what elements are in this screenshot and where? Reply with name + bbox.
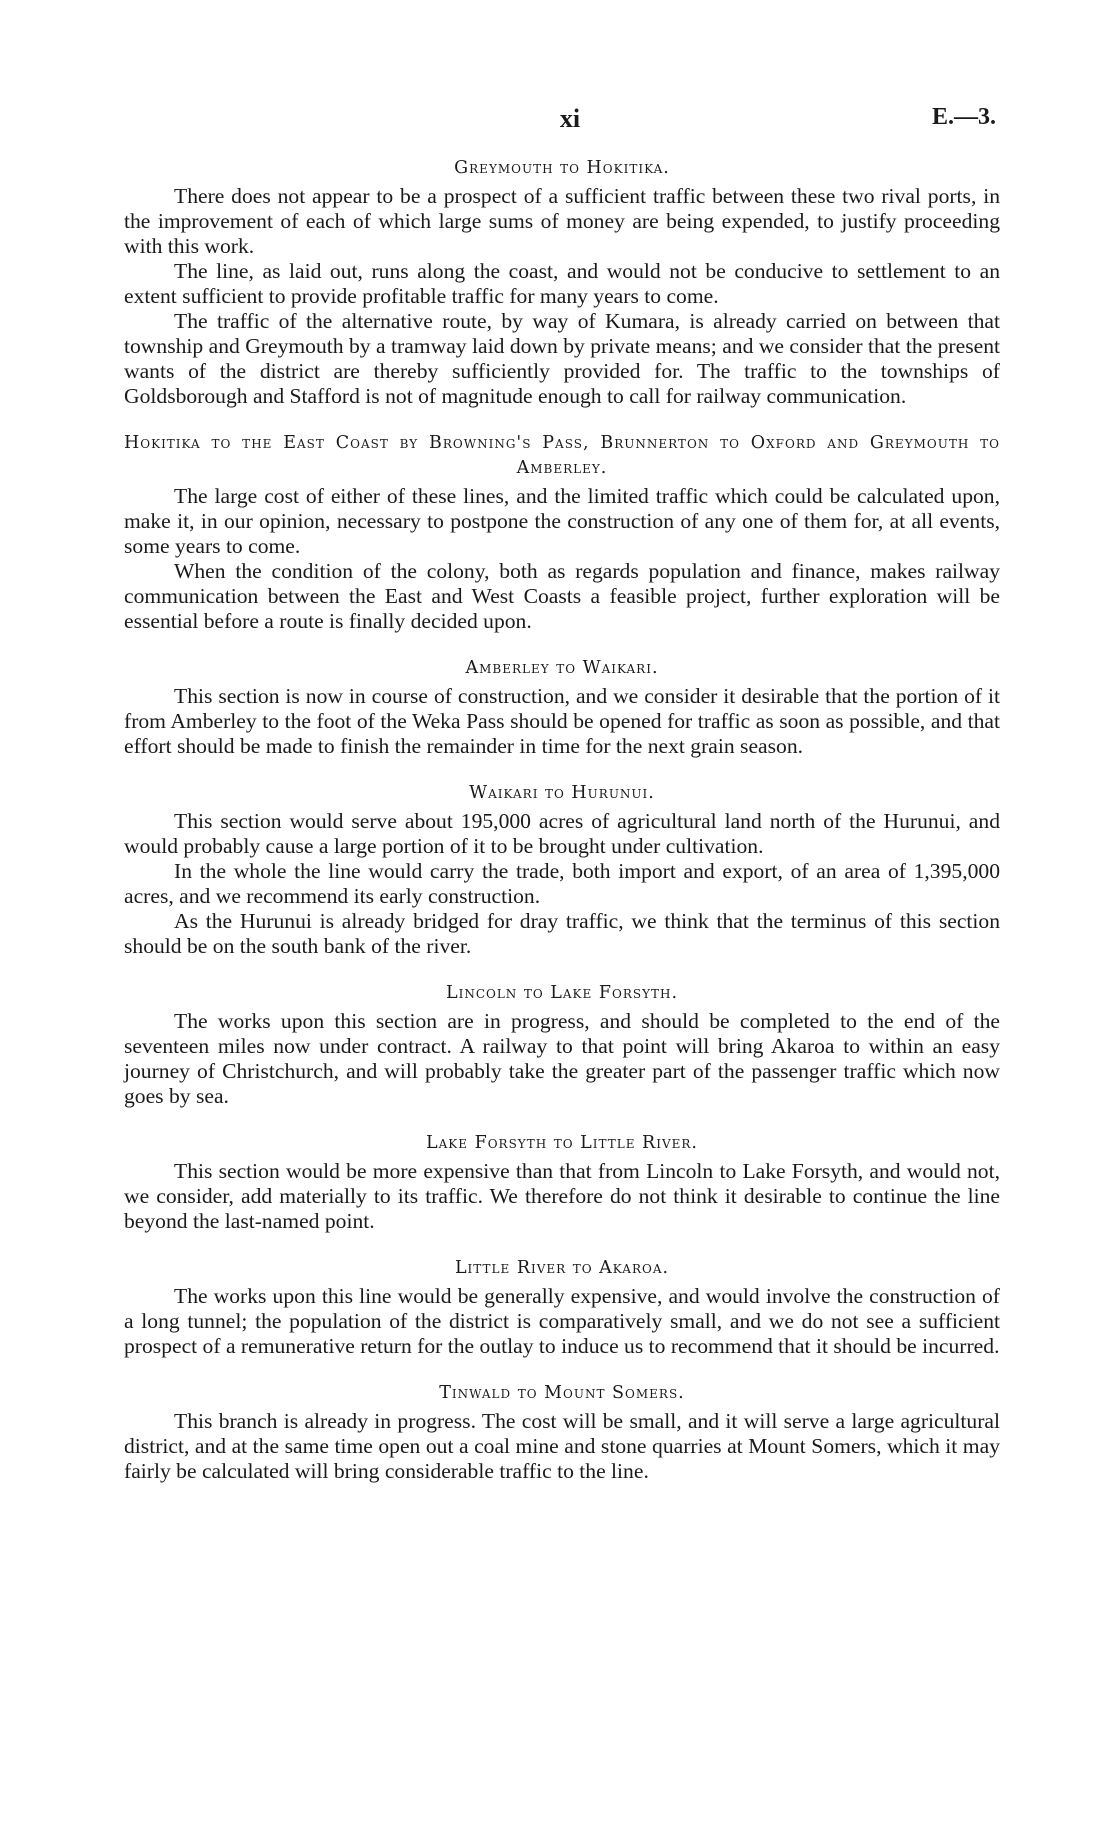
section-greymouth-hokitika: [124, 156, 1000, 409]
paragraph: This section would serve about 195,000 acres of agricultural land north of the Hurunui, and would probably cause a large portion of it to be brought under cultivation.: [124, 809, 1000, 858]
document-body: [124, 156, 1000, 1506]
section-heading: Waikari to Hurunui.: [469, 783, 655, 803]
document-reference: E.—3.: [931, 104, 996, 130]
section-heading: Hokitika to the East Coast by Browning's Pass, Brunnerton to Oxford and Greymouth to Amberley.: [124, 433, 1000, 478]
section-little-river-akaroa: [124, 1256, 1000, 1359]
paragraph: This branch is already in progress. The cost will be small, and it will serve a large agricultural district, and at the same time open out a coal mine and stone quarries at Mount Somers, which it may fairly be calculated will bring considerable traffic to the line.: [124, 1409, 1000, 1483]
paragraph: The line, as laid out, runs along the coast, and would not be conducive to settlement to an extent sufficient to provide profitable traffic for many years to come.: [124, 259, 1000, 308]
paragraph: When the condition of the colony, both as regards population and finance, makes railway communication between the East and West Coasts a feasible project, further exploration will be essential before a route is finally decided upon.: [124, 559, 1000, 633]
section-heading: Lake Forsyth to Little River.: [426, 1133, 698, 1153]
section-heading: Greymouth to Hokitika.: [454, 158, 670, 178]
section-heading: Amberley to Waikari.: [465, 658, 659, 678]
paragraph: The large cost of either of these lines, and the limited traffic which could be calculated upon, make it, in our opinion, necessary to postpone the construction of any one of them for, at all events, some years to come.: [124, 484, 1000, 558]
paragraph: This section is now in course of construction, and we consider it desirable that the portion of it from Amberley to the foot of the Weka Pass should be opened for traffic as soon as possible, and that effort should be made to finish the remainder in time for the next grain season.: [124, 684, 1000, 758]
paragraph: This section would be more expensive than that from Lincoln to Lake Forsyth, and would not, we consider, add materially to its traffic. We therefore do not think it desirable to continue the line beyond the last-named point.: [124, 1159, 1000, 1233]
paragraph: The works upon this section are in progress, and should be completed to the end of the seventeen miles now under contract. A railway to that point will bring Akaroa to within an easy journey of Christchurch, and will probably take the greater part of the passenger traffic which now goes by sea.: [124, 1009, 1000, 1108]
section-tinwald-mount-somers: [124, 1381, 1000, 1484]
section-amberley-waikari: [124, 656, 1000, 759]
section-heading: Lincoln to Lake Forsyth.: [445, 983, 679, 1003]
section-lake-forsyth-little-river: [124, 1131, 1000, 1234]
paragraph: The traffic of the alternative route, by way of Kumara, is already carried on between that township and Greymouth by a tramway laid down by private means; and we consider that the present wants of the district are thereby sufficiently provided for. The traffic to the townships of Goldsborough and Stafford is not of magnitude enough to call for railway communication.: [124, 309, 1000, 408]
section-heading: Little River to Akaroa.: [454, 1258, 670, 1278]
page-number: xi: [559, 104, 581, 133]
section-waikari-hurunui: [124, 781, 1000, 959]
section-hokitika-east-coast: [124, 431, 1000, 634]
section-lincoln-lake-forsyth: [124, 981, 1000, 1109]
paragraph: As the Hurunui is already bridged for dray traffic, we think that the terminus of this section should be on the south bank of the river.: [124, 909, 1000, 958]
section-heading: Tinwald to Mount Somers.: [439, 1383, 685, 1403]
paragraph: The works upon this line would be generally expensive, and would involve the construction of a long tunnel; the population of the district is comparatively small, and we do not see a sufficient prospect of a remunerative return for the outlay to induce us to recommend that it should be incurred.: [124, 1284, 1000, 1358]
paragraph: In the whole the line would carry the trade, both import and export, of an area of 1,395,000 acres, and we recommend its early construction.: [124, 859, 1000, 908]
paragraph: There does not appear to be a prospect of a sufficient traffic between these two rival ports, in the improvement of each of which large sums of money are being expended, to justify proceeding with this work.: [124, 184, 1000, 258]
